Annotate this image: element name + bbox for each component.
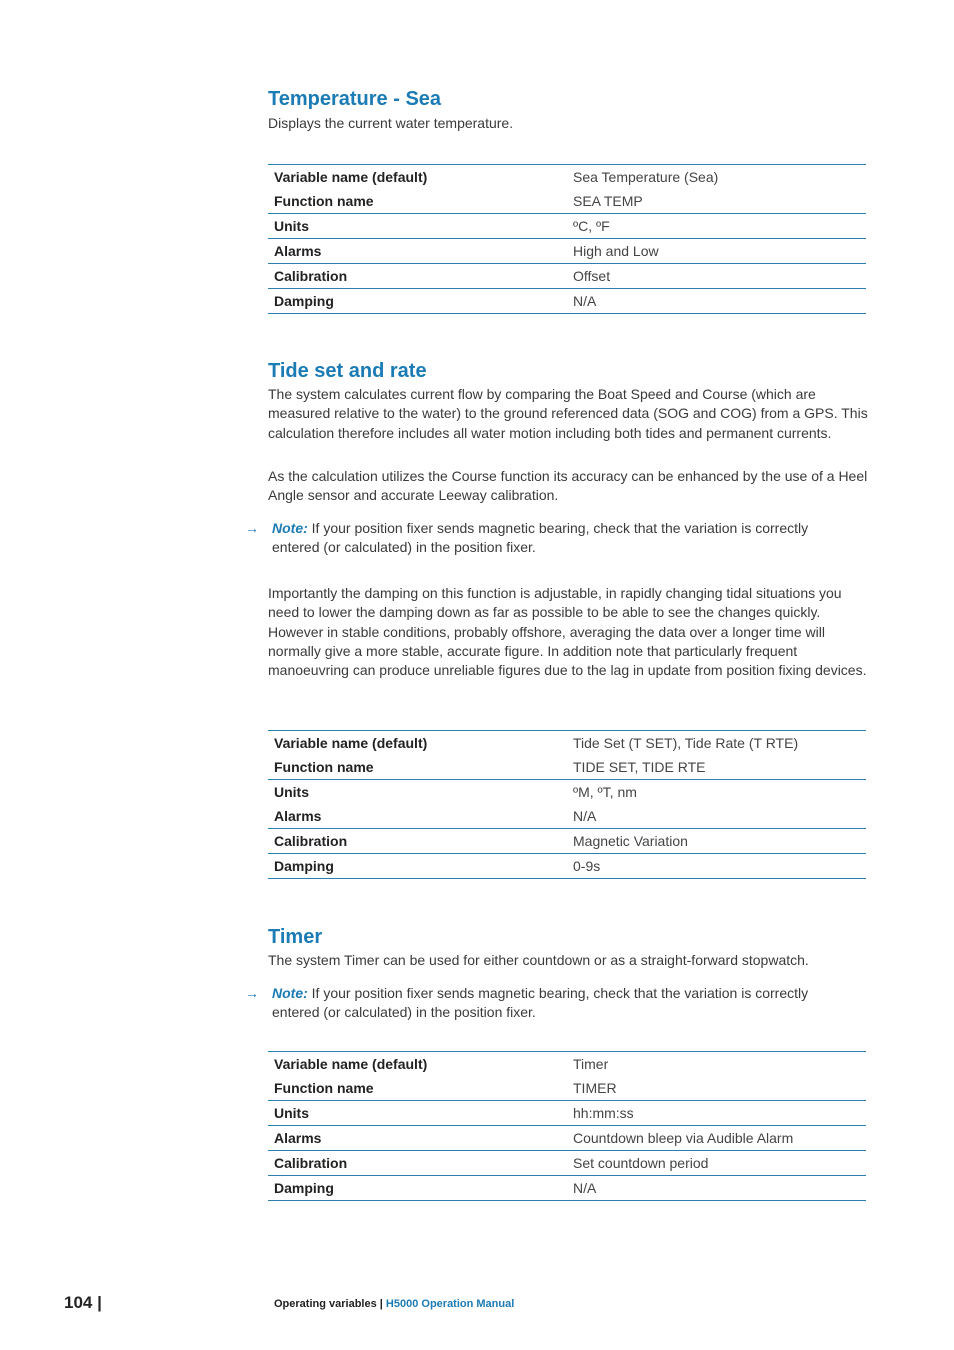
table-row [268,264,866,289]
paragraph-tide-calculation: The system calculates current flow by comparing the Boat Speed and Course (which are measured relative to the water) to the ground referenced data (SOG and COG) from a GPS. This calculation therefore includes all water motion including both tides and permanent currents. [268,386,868,441]
row-key: Damping [268,1176,567,1201]
row-value: Offset [567,264,866,289]
footer-running-title [274,1298,514,1310]
heading-timer: Timer [268,926,323,948]
row-key: Variable name (default) [268,165,567,190]
arrow-right-icon: → [245,985,259,1001]
table-row [268,189,866,214]
note-text: If your position fixer sends magnetic bearing, check that the variation is correctly entered (or calculated) in the position fixer. [272,985,809,1020]
table-row [268,239,866,264]
row-value: ºC, ºF [567,214,866,239]
table-row [268,165,866,190]
row-value: Tide Set (T SET), Tide Rate (T RTE) [567,731,866,756]
table-row [268,1151,866,1176]
row-key: Variable name (default) [268,731,567,756]
row-key: Function name [274,193,374,209]
row-key: Function name [274,759,374,775]
table-row [268,214,866,239]
note-label: Note: [272,520,308,536]
heading-tide-set-rate: Tide set and rate [268,360,427,382]
note-text: If your position fixer sends magnetic bearing, check that the variation is correctly entered (or calculated) in the position fixer. [272,520,809,555]
table-row [268,854,866,879]
intro-timer: The system Timer can be used for either countdown or as a straight-forward stopwatch. [268,952,809,968]
row-value: Timer [567,1052,866,1077]
row-key: Calibration [268,264,567,289]
arrow-right-icon: → [245,520,259,536]
footer-chapter: Operating variables [274,1298,377,1310]
row-key: Units [268,1101,567,1126]
paragraph-tide-accuracy: As the calculation utilizes the Course function its accuracy can be enhanced by the use of a Heel Angle sensor and accurate Leeway calibration. [268,468,868,504]
table-row [268,1052,866,1077]
row-value: N/A [567,289,866,314]
row-value: High and Low [567,239,866,264]
table-temperature-sea [268,164,866,314]
row-key: Alarms [268,239,567,264]
note-label: Note: [272,985,308,1001]
row-key: Variable name (default) [268,1052,567,1077]
row-value: TIMER [573,1080,617,1096]
intro-temperature-sea: Displays the current water temperature. [268,115,514,131]
page-number: 104 | [64,1293,102,1312]
row-value: N/A [567,1176,866,1201]
row-value: Magnetic Variation [567,829,866,854]
footer-separator: | [376,1298,386,1310]
table-row [268,1076,866,1101]
row-value: hh:mm:ss [567,1101,866,1126]
row-value: 0-9s [567,854,866,879]
row-key: Calibration [268,829,567,854]
row-key: Calibration [268,1151,567,1176]
row-value: Sea Temperature (Sea) [567,165,866,190]
note-timer [245,984,855,1022]
table-timer [268,1051,866,1201]
table-row [268,289,866,314]
row-key: Damping [268,854,567,879]
row-value: Countdown bleep via Audible Alarm [567,1126,866,1151]
row-key: Units [268,214,567,239]
table-row [268,804,866,829]
footer-manual-title: H5000 Operation Manual [385,1298,515,1310]
row-key: Function name [274,1080,374,1096]
heading-temperature-sea: Temperature - Sea [268,88,442,110]
row-key: Alarms [274,808,322,824]
table-tide-set-rate [268,730,866,879]
table-row [268,731,866,756]
table-row [268,780,866,805]
row-key: Units [268,780,567,805]
table-row [268,1101,866,1126]
paragraph-tide-damping: Importantly the damping on this function is adjustable, in rapidly changing tidal situations you need to lower the damping down as far as possible to be able to see the changes quickly. However in stable conditions, probably offshore, averaging the data over a longer time will normally give a more stable, accurate figure. In addition note that particularly frequent manoeuvring can produce unreliable figures due to the lag in update from position fixing devices. [268,585,867,679]
row-value: TIDE SET, TIDE RTE [573,759,706,775]
row-key: Alarms [268,1126,567,1151]
table-row [268,1176,866,1201]
row-value: Set countdown period [567,1151,866,1176]
table-row [268,829,866,854]
row-value: ºM, ºT, nm [567,780,866,805]
table-row [268,1126,866,1151]
note-tide [245,519,855,557]
row-key: Damping [268,289,567,314]
row-value: SEA TEMP [573,193,643,209]
row-value: N/A [573,808,597,824]
table-row [268,755,866,780]
